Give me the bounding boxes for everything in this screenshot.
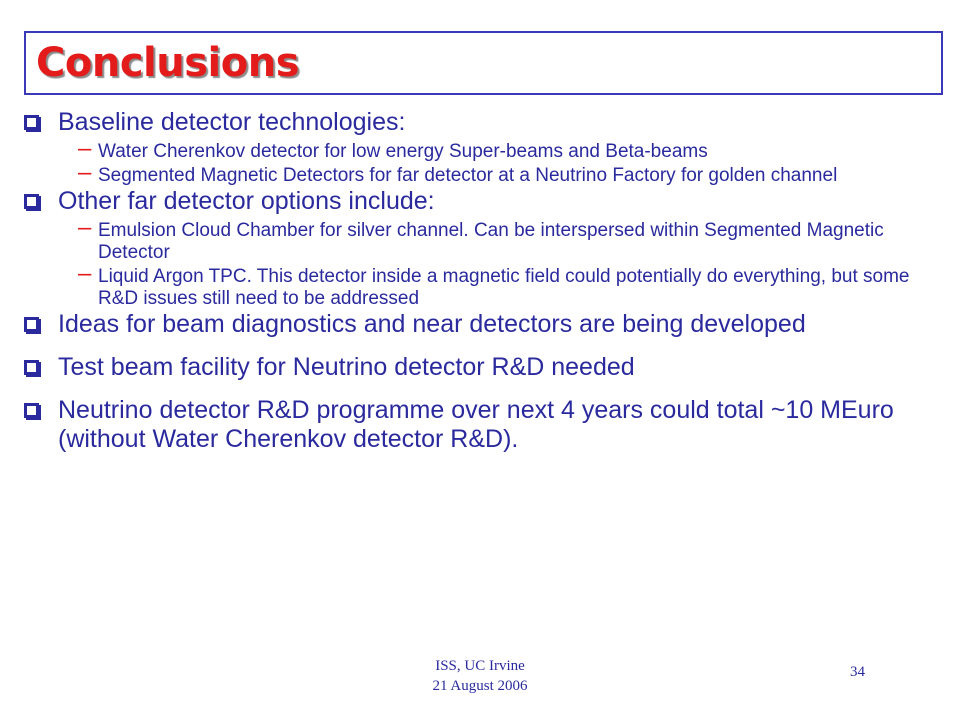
footer-venue: ISS, UC Irvine — [435, 658, 525, 674]
square-bullet-icon — [24, 194, 39, 209]
dash-icon: – — [78, 214, 92, 241]
bullet-text: Test beam facility for Neutrino detector R&D needed — [58, 353, 635, 381]
sub-bullet-text: Emulsion Cloud Chamber for silver channel. Can be interspersed within Segmented Magnetic Detector — [98, 220, 884, 263]
sub-bullet — [76, 214, 949, 264]
bullet-baseline — [24, 108, 949, 137]
page-number: 34 — [850, 664, 865, 680]
sub-bullet-text: Water Cherenkov detector for low energy Super-beams and Beta-beams — [98, 141, 708, 162]
dash-icon: – — [78, 135, 92, 162]
footer-date: 21 August 2006 — [432, 678, 528, 694]
bullet-text: Neutrino detector R&D programme over next 4 years could total ~10 MEuro (without Water Cherenkov detector R&D). — [58, 396, 894, 453]
square-bullet-icon — [24, 317, 39, 332]
square-bullet-icon — [24, 360, 39, 375]
bullet-beam-diagnostics — [24, 310, 949, 339]
square-bullet-icon — [24, 115, 39, 130]
square-bullet-icon — [24, 403, 39, 418]
bullet-text: Baseline detector technologies: — [58, 108, 406, 136]
footer-info — [370, 656, 590, 696]
dash-icon: – — [78, 159, 92, 186]
sub-bullet — [76, 135, 949, 163]
bullet-other-options — [24, 187, 949, 216]
slide-content — [24, 108, 949, 458]
title-frame — [24, 31, 943, 95]
sub-bullet — [76, 159, 949, 187]
sub-bullet-text: Liquid Argon TPC. This detector inside a magnetic field could potentially do everything, but some R&D issues still need to be addressed — [98, 266, 910, 309]
sub-bullet — [76, 260, 949, 310]
dash-icon: – — [78, 260, 92, 287]
sub-bullet-text: Segmented Magnetic Detectors for far detector at a Neutrino Factory for golden channel — [98, 165, 838, 186]
slide-title: Conclusions — [36, 40, 299, 86]
bullet-test-beam — [24, 353, 949, 382]
bullet-text: Other far detector options include: — [58, 187, 435, 215]
bullet-text: Ideas for beam diagnostics and near detectors are being developed — [58, 310, 806, 338]
bullet-rd-programme — [24, 396, 949, 454]
